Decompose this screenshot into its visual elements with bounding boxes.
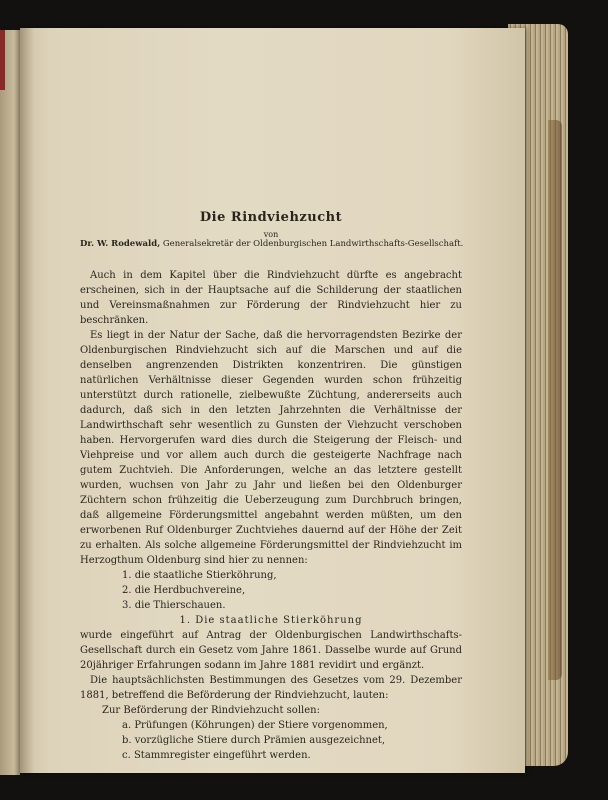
- book-spine-ribbon: [0, 30, 5, 90]
- author-role: Generalsekretär der Oldenburgischen Landwirthschafts-Gesellschaft.: [162, 239, 464, 249]
- paragraph: Es liegt in der Natur der Sache, daß die hervorragendsten Bezirke der Oldenburgischen Rindviehzucht sich auf die Marschen und auf die denselben angrenzenden Distrikten konzentriren. Die günstigen natürlichen Verhältnisse dieser Gegenden wurden schon frühzeitig unterstützt durch rationelle, zielbewußte Züchtung, andererseits auch dadurch, daß sich in den letzten Jahrzehnten die Verhältnisse der Landwirthschaft sehr wesentlich zu Gunsten der Viehzucht verschoben haben. Hervorgerufen ward dies durch die Steigerung der Fleisch- und Viehpreise und vor allem auch durch die gesteigerte Nachfrage nach gutem Zuchtvieh. Die Anforderungen, welche an das letztere gestellt wurden, wuchsen von Jahr zu Jahr und ließen bei den Oldenburger Züchtern schon frühzeitig die Ueberzeugung zum Durchbruch bringen, daß allgemeine Förderungsmittel angebahnt werden müßten, um den erworbenen Ruf Oldenburger Zuchtviehes dauernd auf der Höhe der Zeit zu erhalten. Als solche allgemeine Förderungsmittel der Rindviehzucht im Herzogthum Oldenburg sind hier zu nennen:: [80, 330, 462, 566]
- paragraph: Die hauptsächlichsten Bestimmungen des Gesetzes vom 29. Dezember 1881, betreffend die Beförderung der Rindviehzucht, lauten:: [80, 675, 462, 701]
- author-name: Dr. W. Rodewald,: [80, 239, 161, 249]
- list-item: c. Stammregister eingeführt werden.: [122, 750, 311, 761]
- gutter-shadow: [20, 28, 34, 773]
- left-page-edge: [0, 30, 20, 775]
- page-title: Die Rindviehzucht: [199, 210, 343, 225]
- by-line: von: [263, 230, 279, 239]
- list-item: b. vorzügliche Stiere durch Prämien ausgezeichnet,: [122, 735, 386, 746]
- text-block: [80, 210, 462, 763]
- list-intro: Zur Beförderung der Rindviehzucht sollen:: [102, 705, 320, 716]
- section-heading: 1. Die staatliche Stierköhrung: [179, 615, 363, 626]
- author-line: [80, 237, 462, 251]
- list-item: a. Prüfungen (Köhrungen) der Stiere vorgenommen,: [122, 720, 388, 731]
- paragraph: wurde eingeführt auf Antrag der Oldenburgischen Landwirthschafts-Gesellschaft durch ein Gesetz vom Jahre 1861. Dasselbe wurde auf Grund 20jähriger Erfahrungen sodann im Jahre 1881 revidirt und ergänzt.: [80, 630, 462, 671]
- list-item: 3. die Thierschauen.: [122, 600, 226, 611]
- paragraph: Auch in dem Kapitel über die Rindviehzucht dürfte es angebracht erscheinen, sich in der Hauptsache auf die Schilderung der staatlichen und Vereinsmaßnahmen zur Förderung der Rindviehzucht hier zu beschränken.: [80, 270, 462, 326]
- book-page: [20, 28, 525, 773]
- page-stack-shadow: [548, 120, 562, 680]
- spacer: [80, 251, 462, 268]
- list-item: 2. die Herdbuchvereine,: [122, 585, 246, 596]
- list-item: 1. die staatliche Stierköhrung,: [122, 570, 277, 581]
